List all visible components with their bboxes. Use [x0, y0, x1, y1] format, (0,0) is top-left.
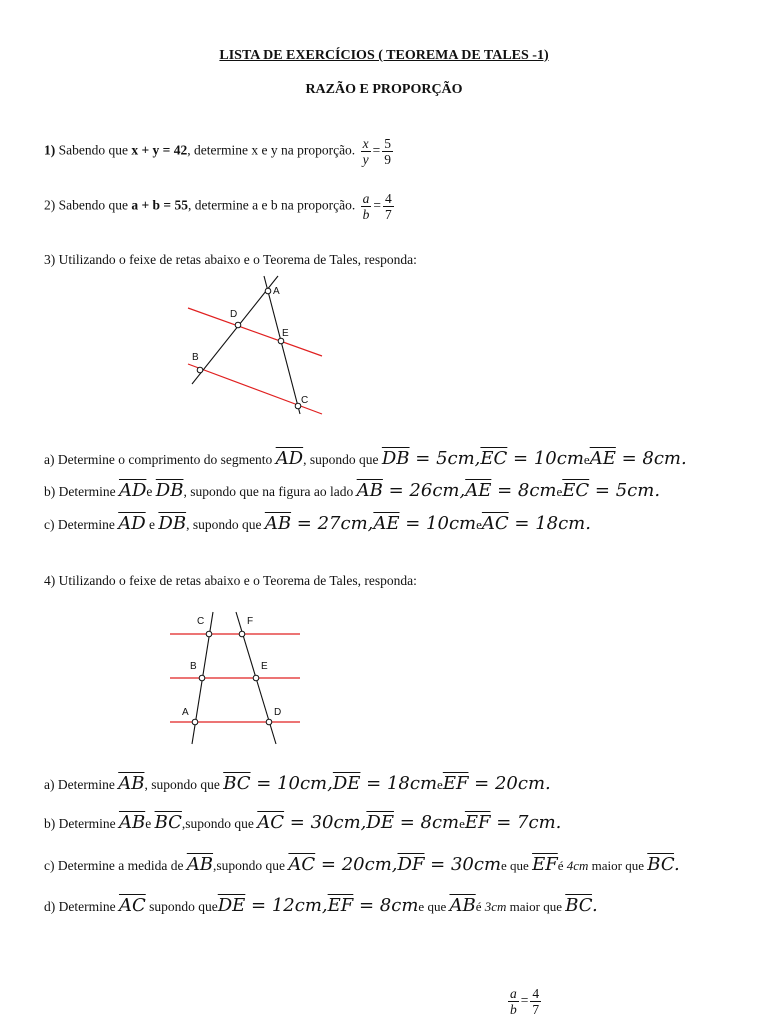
value: = 30cm, — [284, 812, 367, 833]
question-text: , determine a e b na proporção. — [188, 197, 356, 213]
value: = 26cm, — [382, 480, 466, 501]
question-text: c) Determine — [44, 517, 119, 532]
segment: $\overline{AB}$ — [449, 895, 476, 916]
segment: $\overline{EC}$ — [480, 448, 508, 469]
point-e — [278, 338, 284, 344]
segment: $\overline{BC}$ — [565, 895, 592, 916]
segment: $\overline{DE}$ — [366, 812, 394, 833]
label-a: A — [273, 286, 280, 297]
label-a: A — [182, 707, 189, 718]
label-e: E — [282, 328, 289, 339]
question-text: ,supondo que — [213, 858, 289, 873]
question-text: é — [557, 858, 567, 873]
fraction-right: $\frac{4}{7}$ — [384, 191, 392, 222]
segment: $\overline{AE}$ — [465, 480, 492, 501]
question-text: , supondo que na figura ao lado — [183, 484, 357, 499]
label-d: D — [230, 309, 238, 320]
question-text: e — [146, 484, 156, 499]
parallel-line-de — [188, 308, 322, 356]
question-text: e que — [418, 899, 450, 914]
value: 3cm — [484, 899, 507, 914]
segment: $\overline{DE}$ — [217, 895, 246, 916]
question-text: d) Determine — [44, 899, 119, 914]
question-3b — [44, 480, 660, 501]
parallel-line-bc — [188, 364, 322, 414]
question-text: supondo que — [145, 899, 218, 914]
value: 4cm — [566, 858, 589, 873]
question-text: , determine x e y na proporção. — [187, 142, 356, 158]
value: = 8cm. — [615, 448, 687, 469]
condition: x + y = 42 — [131, 142, 188, 158]
question-3-intro: 3) Utilizando o feixe de retas abaixo e o Teorema de Tales, responda: — [44, 252, 417, 267]
page-subtitle: RAZÃO E PROPORÇÃO — [305, 82, 463, 97]
label-d: D — [274, 707, 282, 718]
segment: $\overline{AC}$ — [257, 812, 285, 833]
equals: = — [520, 992, 529, 1008]
value: = 12cm, — [245, 895, 328, 916]
label-f: F — [247, 616, 254, 627]
value: = 18cm — [360, 773, 438, 794]
question-text: , supondo que — [186, 517, 265, 532]
equals: = — [372, 142, 381, 158]
segment: $\overline{AC}$ — [118, 895, 146, 916]
point-b — [197, 367, 203, 373]
question-text: c) Determine a medida de — [44, 858, 187, 873]
question-text: e — [459, 816, 465, 831]
label-c: C — [301, 395, 309, 406]
segment: $\overline{DB}$ — [155, 480, 184, 501]
question-4a — [44, 773, 551, 794]
condition: a + b = 55 — [131, 197, 189, 213]
fraction-right: $\frac{4}{7}$ — [532, 986, 540, 1017]
segment: $\overline{BC}$ — [647, 854, 674, 875]
segment: $\overline{AB}$ — [118, 773, 145, 794]
value: = 7cm. — [490, 812, 562, 833]
segment: $\overline{AD}$ — [118, 480, 147, 501]
segment: $\overline{AE}$ — [373, 513, 400, 534]
segment: $\overline{EF}$ — [464, 812, 491, 833]
question-text: ,supondo que — [181, 816, 258, 831]
question-3a — [44, 448, 687, 469]
question-2 — [44, 191, 396, 222]
value: = 10cm — [507, 448, 584, 469]
point-c — [206, 631, 212, 637]
transversal-ac — [264, 276, 300, 414]
segment: $\overline{AD}$ — [118, 513, 146, 534]
fraction-left: $\frac{a}{b}$ — [510, 986, 517, 1017]
question-text: maior que — [506, 899, 566, 914]
segment: $\overline{AB}$ — [186, 854, 214, 875]
question-text: a) Determine o comprimento do segmento — [44, 452, 276, 467]
question-4c — [44, 854, 680, 875]
value: = 20cm. — [468, 773, 551, 794]
segment: $\overline{AD}$ — [275, 448, 304, 469]
question-text: Sabendo que — [55, 142, 132, 158]
label-c: C — [197, 616, 205, 627]
segment: $\overline{AC}$ — [481, 513, 509, 534]
value: = 5cm, — [409, 448, 481, 469]
footer-proportion — [506, 986, 543, 1017]
punctuation: . — [673, 854, 680, 875]
figure-transversals-2 — [168, 608, 304, 748]
value: = 27cm, — [291, 513, 374, 534]
question-text: e — [583, 452, 590, 467]
segment: $\overline{BC}$ — [154, 812, 182, 833]
point-d — [235, 322, 241, 328]
segment: $\overline{BC}$ — [223, 773, 251, 794]
question-text: é — [475, 899, 485, 914]
value: = 5cm. — [589, 480, 661, 501]
punctuation: . — [591, 895, 598, 916]
value: = 10cm, — [250, 773, 333, 794]
fraction-left: $\frac{x}{y}$ — [362, 136, 369, 167]
question-text: e — [437, 777, 443, 792]
equals: = — [373, 197, 381, 213]
question-4-intro: 4) Utilizando o feixe de retas abaixo e o Teorema de Tales, responda: — [44, 573, 417, 588]
label-b: B — [190, 661, 197, 672]
question-text: , supondo que — [303, 452, 382, 467]
question-text: a) Determine — [44, 777, 119, 792]
question-text: e — [145, 816, 155, 831]
point-e — [253, 675, 259, 681]
fraction-left: $\frac{a}{b}$ — [362, 191, 370, 222]
page-title: LISTA DE EXERCÍCIOS ( TEOREMA DE TALES -1) — [219, 48, 549, 63]
question-text: e que — [501, 858, 533, 873]
figure-transversals-1 — [180, 272, 330, 417]
question-number: 1) — [44, 142, 56, 158]
point-b — [199, 675, 205, 681]
segment: $\overline{AE}$ — [589, 448, 616, 469]
fraction-right: $\frac{5}{9}$ — [384, 136, 391, 167]
question-text: b) Determine — [44, 484, 119, 499]
point-a — [192, 719, 198, 725]
segment: $\overline{AB}$ — [264, 513, 292, 534]
question-text: e — [556, 484, 563, 499]
segment: $\overline{DF}$ — [397, 854, 425, 875]
value: = 8cm — [353, 895, 419, 916]
value: = 10cm — [399, 513, 477, 534]
segment: $\overline{DB}$ — [158, 513, 187, 534]
point-f — [239, 631, 245, 637]
question-1 — [44, 136, 395, 167]
segment: $\overline{EF}$ — [327, 895, 354, 916]
segment: $\overline{DE}$ — [332, 773, 361, 794]
segment: $\overline{AB}$ — [356, 480, 383, 501]
value: = 8cm — [393, 812, 460, 833]
question-4b — [44, 812, 561, 833]
value: = 18cm. — [508, 513, 591, 534]
question-text: 2) Sabendo que — [44, 197, 132, 213]
question-3c — [44, 513, 591, 534]
question-4d — [44, 895, 598, 916]
question-text: maior que — [588, 858, 648, 873]
label-e: E — [261, 661, 268, 672]
segment: $\overline{EF}$ — [532, 854, 558, 875]
question-text: , supondo que — [144, 777, 224, 792]
segment: $\overline{AB}$ — [118, 812, 146, 833]
question-text: e — [476, 517, 482, 532]
point-d — [266, 719, 272, 725]
value: = 20cm, — [315, 854, 398, 875]
segment: $\overline{AC}$ — [288, 854, 316, 875]
point-c — [295, 403, 301, 409]
segment: $\overline{EF}$ — [442, 773, 469, 794]
question-text: e — [145, 517, 159, 532]
question-text: b) Determine — [44, 816, 119, 831]
value: = 8cm — [491, 480, 557, 501]
segment: $\overline{DB}$ — [381, 448, 410, 469]
value: = 30cm — [424, 854, 502, 875]
label-b: B — [192, 352, 199, 363]
point-a — [265, 288, 271, 294]
segment: $\overline{EC}$ — [562, 480, 590, 501]
